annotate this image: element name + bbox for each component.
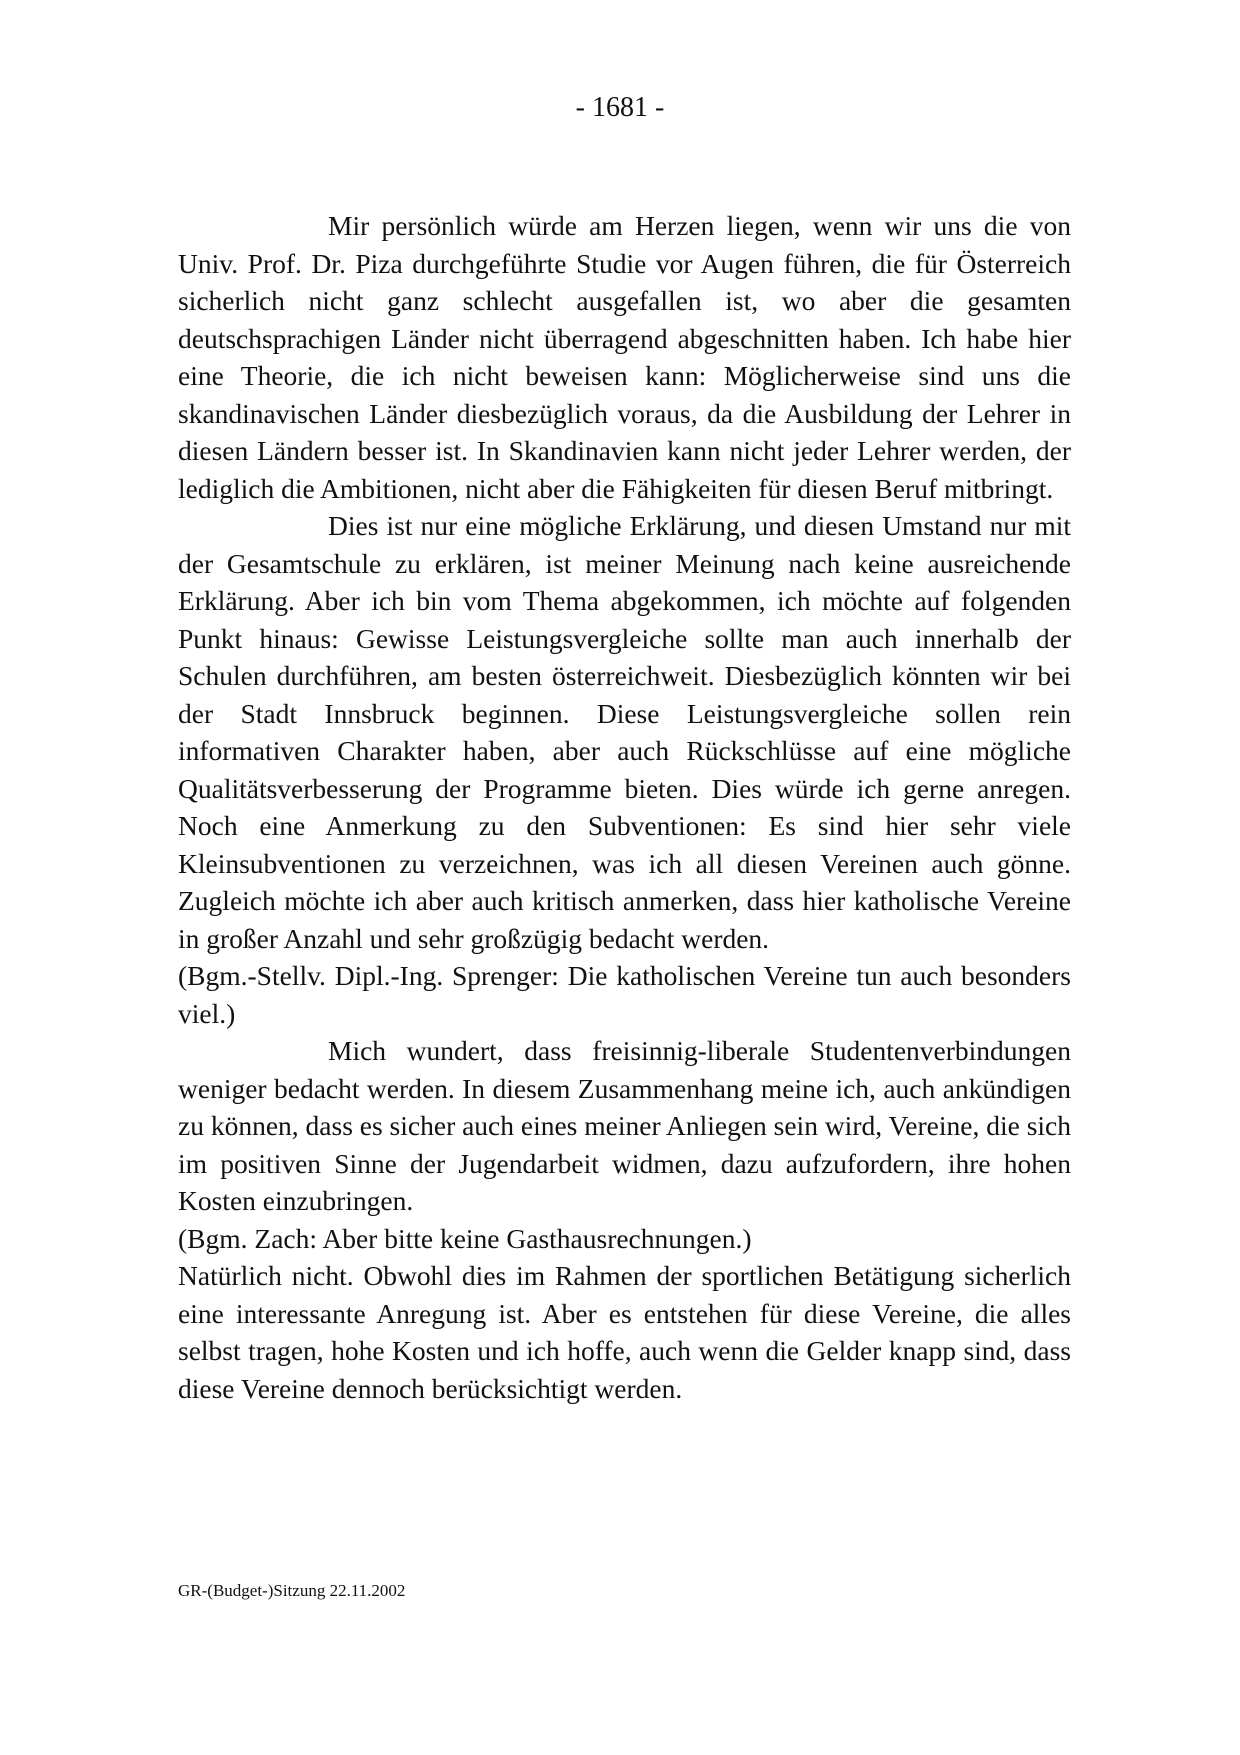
body-text	[178, 207, 1071, 1407]
page-number: - 1681 -	[575, 92, 665, 123]
paragraph: Mir persönlich würde am Herzen liegen, wenn wir uns die von Univ. Prof. Dr. Piza durchgeführte Studie vor Augen führen, die für Österreich sicherlich nicht ganz schlecht ausgefallen ist, wo aber die gesamten deutschsprachigen Länder nicht überragend abgeschnitten haben. Ich habe hier eine Theorie, die ich nicht beweisen kann: Möglicherweise sind uns die skandinavischen Länder diesbezüglich voraus, da die Ausbildung der Lehrer in diesen Ländern besser ist. In Skandinavien kann nicht jeder Lehrer werden, der lediglich die Ambitionen, nicht aber die Fähigkeiten für diesen Beruf mitbringt.	[178, 210, 1071, 504]
footer-session-label: GR-(Budget-)Sitzung 22.11.2002	[178, 1581, 406, 1600]
paragraph: Natürlich nicht. Obwohl dies im Rahmen der sportlichen Betätigung sicherlich eine interessante Anregung ist. Aber es entstehen für diese Vereine, die alles selbst tragen, hohe Kosten und ich hoffe, auch wenn die Gelder knapp sind, dass diese Vereine dennoch berücksichtigt werden.	[178, 1260, 1071, 1404]
paragraph: Mich wundert, dass freisinnig-liberale Studentenverbindungen weniger bedacht werden. In diesem Zusammenhang meine ich, auch ankündigen zu können, dass es sicher auch eines meiner Anliegen sein wird, Vereine, die sich im positiven Sinne der Jugendarbeit widmen, dazu aufzufordern, ihre hohen Kosten einzubringen.	[178, 1035, 1071, 1216]
interjection: (Bgm.-Stellv. Dipl.-Ing. Sprenger: Die katholischen Vereine tun auch besonders viel.)	[178, 960, 1071, 1029]
paragraph: Dies ist nur eine mögliche Erklärung, und diesen Umstand nur mit der Gesamtschule zu erklären, ist meiner Meinung nach keine ausreichende Erklärung. Aber ich bin vom Thema abgekommen, ich möchte auf folgenden Punkt hinaus: Gewisse Leistungsvergleiche sollte man auch innerhalb der Schulen durchführen, am besten österreichweit. Diesbezüglich könnten wir bei der Stadt Innsbruck beginnen. Diese Leistungsvergleiche sollen rein informativen Charakter haben, aber auch Rückschlüsse auf eine mögliche Qualitätsverbesserung der Programme bieten. Dies würde ich gerne anregen. Noch eine Anmerkung zu den Subventionen: Es sind hier sehr viele Kleinsubventionen zu verzeichnen, was ich all diesen Vereinen auch gönne. Zugleich möchte ich aber auch kritisch anmerken, dass hier katholische Vereine in großer Anzahl und sehr großzügig bedacht werden.	[178, 510, 1071, 954]
interjection: (Bgm. Zach: Aber bitte keine Gasthausrechnungen.)	[178, 1222, 752, 1254]
